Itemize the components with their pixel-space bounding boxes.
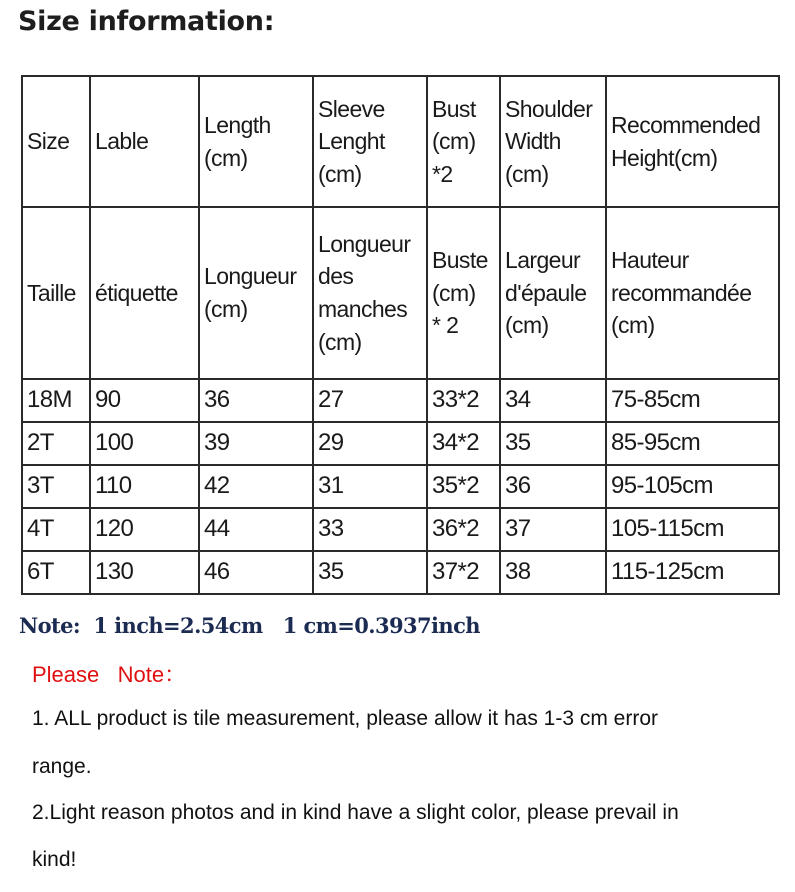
header-cell-largeur-epaule: Largeur d'épaule (cm) xyxy=(500,207,606,379)
table-cell: 33 xyxy=(313,508,427,551)
table-row xyxy=(22,422,779,465)
header-cell-buste: Buste (cm) * 2 xyxy=(427,207,500,379)
header-cell-shoulder: Shoulder Width (cm) xyxy=(500,76,606,207)
note-line: range. xyxy=(32,755,92,778)
table-cell: 36 xyxy=(199,379,313,422)
table-cell: 105-115cm xyxy=(606,508,779,551)
header-cell-size: Size xyxy=(22,76,90,207)
table-cell: 34 xyxy=(500,379,606,422)
table-row xyxy=(22,508,779,551)
table-cell: 130 xyxy=(90,551,199,594)
table-cell: 6T xyxy=(22,551,90,594)
table-cell: 4T xyxy=(22,508,90,551)
size-table xyxy=(21,75,780,595)
table-cell: 90 xyxy=(90,379,199,422)
table-cell: 18M xyxy=(22,379,90,422)
please-note-heading: Please Note： xyxy=(32,662,187,687)
header-cell-bust: Bust (cm) *2 xyxy=(427,76,500,207)
page-title: Size information: xyxy=(18,6,275,37)
table-cell: 75-85cm xyxy=(606,379,779,422)
header-cell-longueur: Longueur (cm) xyxy=(199,207,313,379)
table-cell: 3T xyxy=(22,465,90,508)
table-cell: 95-105cm xyxy=(606,465,779,508)
table-cell: 85-95cm xyxy=(606,422,779,465)
header-cell-taille: Taille xyxy=(22,207,90,379)
header-cell-longueur-manches: Longueur des manches (cm) xyxy=(313,207,427,379)
table-cell: 34*2 xyxy=(427,422,500,465)
table-row xyxy=(22,551,779,594)
table-cell: 37*2 xyxy=(427,551,500,594)
header-cell-etiquette: étiquette xyxy=(90,207,199,379)
note-line: 2.Light reason photos and in kind have a slight color, please prevail in xyxy=(32,801,679,824)
table-cell: 35 xyxy=(500,422,606,465)
header-cell-height: Recommended Height(cm) xyxy=(606,76,779,207)
table-cell: 42 xyxy=(199,465,313,508)
table-row xyxy=(22,465,779,508)
table-cell: 33*2 xyxy=(427,379,500,422)
table-cell: 2T xyxy=(22,422,90,465)
note-line: 1. ALL product is tile measurement, please allow it has 1-3 cm error xyxy=(32,707,659,730)
header-row-french xyxy=(22,207,779,379)
table-cell: 100 xyxy=(90,422,199,465)
header-cell-length: Length (cm) xyxy=(199,76,313,207)
table-cell: 31 xyxy=(313,465,427,508)
note-line: kind! xyxy=(32,848,77,871)
table-cell: 115-125cm xyxy=(606,551,779,594)
header-cell-lable: Lable xyxy=(90,76,199,207)
table-cell: 36 xyxy=(500,465,606,508)
table-cell: 110 xyxy=(90,465,199,508)
table-cell: 36*2 xyxy=(427,508,500,551)
table-cell: 37 xyxy=(500,508,606,551)
unit-conversion-note: Note: 1 inch=2.54cm 1 cm=0.3937inch xyxy=(19,613,480,638)
table-cell: 44 xyxy=(199,508,313,551)
table-cell: 120 xyxy=(90,508,199,551)
table-cell: 27 xyxy=(313,379,427,422)
table-cell: 38 xyxy=(500,551,606,594)
table-cell: 35*2 xyxy=(427,465,500,508)
header-row-english xyxy=(22,76,779,207)
table-cell: 35 xyxy=(313,551,427,594)
header-cell-hauteur: Hauteur recommandée (cm) xyxy=(606,207,779,379)
table-cell: 39 xyxy=(199,422,313,465)
table-row xyxy=(22,379,779,422)
table-cell: 29 xyxy=(313,422,427,465)
table-cell: 46 xyxy=(199,551,313,594)
header-cell-sleeve: Sleeve Lenght (cm) xyxy=(313,76,427,207)
